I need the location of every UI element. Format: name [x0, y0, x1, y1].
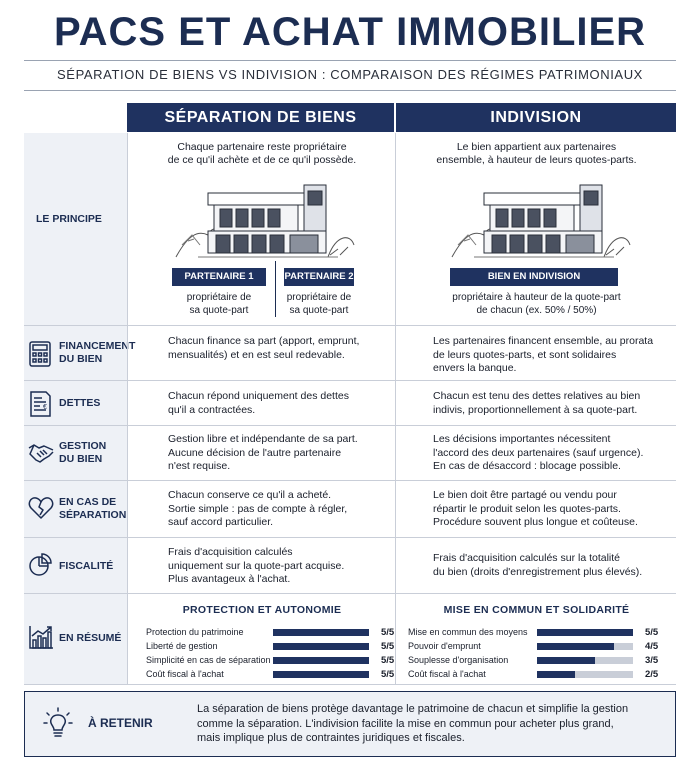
svg-text:€: €: [43, 404, 47, 411]
row-separation: [24, 480, 676, 538]
summary-bar-fill: [273, 643, 369, 650]
tag-partenaire-2: PARTENAIRE 2: [284, 268, 354, 286]
column-header-separation: SÉPARATION DE BIENS: [127, 103, 394, 132]
retenir-text-line: comme la séparation. L'indivision facilite la mise en commun pour acheter plus grand,: [197, 717, 614, 730]
summary-bar-label: Liberté de gestion: [146, 641, 218, 651]
cell-text-line: sauf accord particulier.: [168, 516, 274, 528]
cell-text-line: propriétaire de: [286, 292, 352, 303]
summary-bar-score: 4/5: [645, 641, 659, 652]
cell-indivision: [395, 426, 677, 481]
retenir-text-line: mais implique plus de contraintes juridiques et fiscales.: [197, 732, 465, 744]
summary-bar-label: Coût fiscal à l'achat: [408, 669, 486, 679]
calculator-icon: [28, 340, 52, 368]
summary-bar-row: [408, 640, 673, 653]
cell-text-line: Chacun conserve ce qu'il a acheté.: [168, 489, 332, 501]
page-title: PACS ET ACHAT IMMOBILIER: [53, 10, 647, 54]
cell-text-line: Procédure souvent plus longue et coûteuse.: [433, 516, 638, 528]
cell-text-line: Aucune décision de l'autre partenaire: [168, 446, 342, 459]
summary-bar-score: 5/5: [381, 627, 395, 638]
divider: [24, 90, 676, 91]
summary-bar-label: Protection du patrimoine: [146, 627, 244, 637]
summary-bar-track: [273, 657, 369, 664]
summary-bar-track: [273, 629, 369, 636]
retenir-box: [24, 691, 676, 757]
cell-text-line: ensemble, à hauteur de leurs quotes-parts.: [436, 154, 637, 166]
cell-text-line: n'est requise.: [168, 460, 231, 472]
row-label: DU BIEN: [59, 453, 103, 465]
cell-text-line: Les décisions importantes nécessitent: [433, 433, 611, 445]
broken-heart-icon: [28, 496, 54, 520]
summary-bar-row: [146, 640, 396, 653]
summary-bar-fill: [537, 643, 614, 650]
row-label: FINANCEMENT: [59, 340, 136, 352]
summary-bar-score: 5/5: [381, 655, 395, 666]
cell-text-line: Frais d'acquisition calculés: [168, 546, 293, 558]
cell-text-line: de leurs quotes-parts, et sont solidaires: [433, 348, 617, 361]
row-label: SÉPARATION: [59, 509, 127, 521]
cell-text-line: de chacun (ex. 50% / 50%): [476, 305, 597, 316]
row-label: DU BIEN: [59, 353, 103, 365]
summary-bar-fill: [537, 657, 595, 664]
summary-bar-track: [537, 643, 633, 650]
tag-bien-en-indivision: BIEN EN INDIVISION: [450, 268, 618, 286]
summary-bar-label: Mise en commun des moyens: [408, 627, 528, 637]
summary-bar-track: [537, 657, 633, 664]
row-resume: [24, 593, 676, 685]
row-label: FISCALITÉ: [59, 560, 114, 572]
cell-text-line: sa quote-part: [189, 305, 249, 316]
summary-bar-label: Coût fiscal à l'achat: [146, 669, 224, 679]
row-dettes: [24, 380, 676, 426]
cell-text-line: qu'il a contractées.: [168, 403, 256, 416]
cell-separation: [127, 426, 396, 481]
cell-text-line: Plus avantageux à l'achat.: [168, 573, 291, 585]
summary-bar-row: [146, 668, 396, 681]
row-label: GESTION: [59, 440, 107, 452]
summary-bar-track: [273, 643, 369, 650]
summary-bar-label: Simplicité en cas de séparation: [146, 655, 271, 665]
cell-text-line: sa quote-part: [289, 305, 349, 316]
cell-indivision: [395, 381, 677, 426]
cell-text-line: Les partenaires financent ensemble, au prorata: [433, 335, 654, 347]
row-financement: [24, 325, 676, 381]
row-principe: [24, 133, 676, 325]
row-label: EN CAS DE: [59, 496, 117, 508]
cell-text-line: Le bien appartient aux partenaires: [456, 141, 617, 153]
retenir-label: À RETENIR: [88, 716, 153, 730]
cell-text-line: envers la banque.: [433, 362, 517, 374]
cell-indivision: [395, 133, 677, 325]
summary-bar-row: [408, 626, 673, 639]
cell-separation: [127, 133, 396, 325]
summary-bar-fill: [273, 657, 369, 664]
cell-indivision: [395, 326, 677, 381]
summary-bar-score: 2/5: [645, 669, 659, 680]
row-label: EN RÉSUMÉ: [59, 632, 122, 644]
page-subtitle: SÉPARATION DE BIENS VS INDIVISION : COMPARAISON DES RÉGIMES PATRIMONIAUX: [57, 67, 643, 82]
summary-bar-row: [408, 654, 673, 667]
summary-bar-fill: [273, 629, 369, 636]
summary-bar-label: Souplesse d'organisation: [408, 655, 509, 665]
summary-bar-track: [537, 629, 633, 636]
summary-title: MISE EN COMMUN ET SOLIDARITÉ: [443, 604, 630, 616]
cell-separation: [127, 381, 396, 426]
summary-bar-fill: [537, 671, 575, 678]
summary-bar-score: 5/5: [381, 669, 395, 680]
pie-chart-icon: [28, 553, 52, 577]
cell-indivision: [395, 538, 677, 594]
summary-title: PROTECTION ET AUTONOMIE: [182, 604, 342, 616]
house-illustration-icon: [168, 175, 358, 259]
cell-text-line: répartir le produit selon les quotes-parts.: [433, 502, 621, 515]
cell-text-line: de ce qu'il achète et de ce qu'il possède.: [167, 154, 357, 166]
divider: [275, 261, 276, 317]
cell-separation: [127, 481, 396, 538]
cell-indivision: [395, 481, 677, 538]
summary-bar-row: [408, 668, 673, 681]
cell-text-line: propriétaire à hauteur de la quote-part: [452, 292, 621, 303]
summary-bar-score: 5/5: [645, 627, 659, 638]
summary-bar-fill: [537, 629, 633, 636]
comparison-table: [24, 103, 676, 683]
summary-bar-fill: [273, 671, 369, 678]
row-fiscalite: [24, 537, 676, 594]
cell-text-line: l'accord des deux partenaires (sauf urgence).: [433, 446, 644, 459]
cell-text-line: Chacun est tenu des dettes relatives au bien: [433, 390, 641, 402]
summary-bar-score: 3/5: [645, 655, 659, 666]
cell-text-line: Gestion libre et indépendante de sa part.: [168, 433, 358, 445]
cell-text-line: Chaque partenaire reste propriétaire: [177, 141, 347, 153]
summary-bar-track: [273, 671, 369, 678]
column-header-indivision: INDIVISION: [396, 103, 676, 132]
bar-chart-icon: [28, 624, 54, 650]
summary-bar-track: [537, 671, 633, 678]
cell-text-line: Chacun finance sa part (apport, emprunt,: [168, 335, 360, 347]
cell-text-line: propriétaire de: [186, 292, 252, 303]
cell-text-line: En cas de désaccord : blocage possible.: [433, 460, 621, 472]
retenir-text-line: La séparation de biens protège davantage le patrimoine de chacun et simplifie la gestion: [197, 703, 629, 715]
summary-bar-row: [146, 654, 396, 667]
cell-text-line: du bien (droits d'enregistrement plus élevés).: [433, 565, 643, 578]
cell-text-line: Sortie simple : pas de compte à régler,: [168, 502, 348, 515]
cell-separation: [127, 538, 396, 594]
row-label: DETTES: [59, 397, 101, 409]
cell-text-line: mensualités) et en est seul redevable.: [168, 348, 345, 361]
handshake-icon: [28, 440, 54, 464]
cell-separation: [127, 594, 396, 684]
lightbulb-icon: [43, 706, 73, 742]
row-gestion: [24, 425, 676, 481]
cell-indivision: [395, 594, 677, 684]
divider: [24, 60, 676, 61]
invoice-icon: [28, 390, 52, 418]
summary-bar-row: [146, 626, 396, 639]
house-illustration-icon: [444, 175, 634, 259]
tag-partenaire-1: PARTENAIRE 1: [172, 268, 266, 286]
cell-separation: [127, 326, 396, 381]
cell-text-line: Le bien doit être partagé ou vendu pour: [433, 489, 617, 501]
summary-bar-label: Pouvoir d'emprunt: [408, 641, 481, 651]
cell-text-line: uniquement sur la quote-part acquise.: [168, 559, 345, 572]
cell-text-line: Chacun répond uniquement des dettes: [168, 390, 349, 402]
cell-text-line: Frais d'acquisition calculés sur la totalité: [433, 552, 621, 564]
summary-bar-score: 5/5: [381, 641, 395, 652]
row-label: LE PRINCIPE: [36, 213, 102, 225]
cell-text-line: indivis, proportionnellement à sa quote-part.: [433, 403, 638, 416]
